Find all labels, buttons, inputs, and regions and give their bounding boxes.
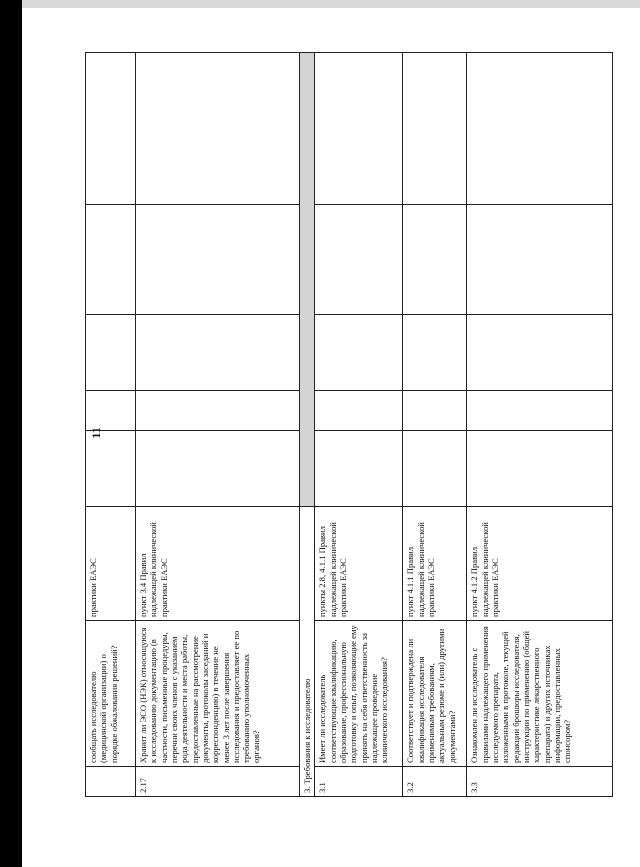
question-cell: Соответствует и подтверждена ли квалификация исследователя применимым требованиям, актуальным резюме и (или) другими документами? bbox=[403, 621, 467, 767]
table-row bbox=[467, 53, 613, 797]
section-title: 3. Требования к исследователю bbox=[300, 507, 315, 797]
empty-cell bbox=[86, 205, 136, 315]
question-cell: Ознакомлен ли исследователь с правилами надлежащего применения исследуемого препарата, изложенными в протоколе, текущей редакции брошюры исследователя, инструкции по применению (общей характеристике лекарственного препарата) и других источниках информации, предоставленных спонсором? bbox=[467, 621, 613, 767]
empty-cell bbox=[467, 391, 613, 431]
empty-cell bbox=[136, 205, 300, 315]
row-number: 2.17 bbox=[136, 767, 300, 797]
checklist-table bbox=[85, 52, 613, 797]
question-cell: сообщать исследователю (медицинской организации) о порядке обжалования решений? bbox=[86, 621, 136, 767]
empty-cell bbox=[467, 431, 613, 507]
checklist-table-container bbox=[85, 53, 611, 797]
row-number: 3.1 bbox=[315, 767, 403, 797]
empty-cell bbox=[403, 53, 467, 205]
empty-cell bbox=[136, 391, 300, 431]
reference-cell: практики ЕАЭС bbox=[86, 507, 136, 621]
table-row bbox=[136, 53, 300, 797]
empty-cell bbox=[403, 391, 467, 431]
row-number: 3.2 bbox=[403, 767, 467, 797]
empty-cell bbox=[315, 391, 403, 431]
empty-cell bbox=[86, 431, 136, 507]
empty-cell bbox=[86, 315, 136, 391]
scan-edge bbox=[0, 0, 22, 867]
empty-cell bbox=[136, 315, 300, 391]
empty-cell bbox=[86, 391, 136, 431]
section-row bbox=[300, 53, 315, 797]
page-number: 11 bbox=[89, 427, 103, 439]
empty-cell bbox=[467, 315, 613, 391]
empty-cell bbox=[315, 53, 403, 205]
reference-cell: пункты 2.8, 4.1.1 Правил надлежащей клинической практики ЕАЭС bbox=[315, 507, 403, 621]
reference-cell: пункт 3.4 Правил надлежащей клинической практики ЕАЭС bbox=[136, 507, 300, 621]
empty-cell bbox=[403, 315, 467, 391]
empty-cell bbox=[86, 53, 136, 205]
scan-shadow bbox=[22, 0, 640, 8]
empty-cell bbox=[136, 53, 300, 205]
reference-cell: пункт 4.1.1 Правил надлежащей клинической практики ЕАЭС bbox=[403, 507, 467, 621]
empty-cell bbox=[315, 315, 403, 391]
empty-cell bbox=[467, 205, 613, 315]
table-row bbox=[315, 53, 403, 797]
table-row bbox=[86, 53, 136, 797]
empty-cell bbox=[315, 205, 403, 315]
empty-cell bbox=[403, 205, 467, 315]
empty-cell bbox=[403, 431, 467, 507]
empty-cell bbox=[315, 431, 403, 507]
empty-cell bbox=[136, 431, 300, 507]
row-number bbox=[86, 767, 136, 797]
question-cell: Имеет ли исследователь соответствующие квалификацию, образование, профессиональную подготовку и опыт, позволяющие ему принять на себя ответственность за надлежащее проведение клинического исследования? bbox=[315, 621, 403, 767]
empty-cell bbox=[467, 53, 613, 205]
question-cell: Хранит ли ЭСО (НЭК) относящуюся к исследованию документацию (в частности, письменные процедуры, перечни своих членов с указанием рода деятельности и места работы, предоставленные на рассмотрение документы, протоколы заседаний и корреспонденцию) в течение не менее 3 лет после завершения исследования и предоставляет ее по требованию уполномоченных органов? bbox=[136, 621, 300, 767]
reference-cell: пункт 4.1.2 Правил надлежащей клинической практики ЕАЭС bbox=[467, 507, 613, 621]
row-number: 3.3 bbox=[467, 767, 613, 797]
table-row bbox=[403, 53, 467, 797]
section-shaded-cell bbox=[300, 53, 315, 507]
